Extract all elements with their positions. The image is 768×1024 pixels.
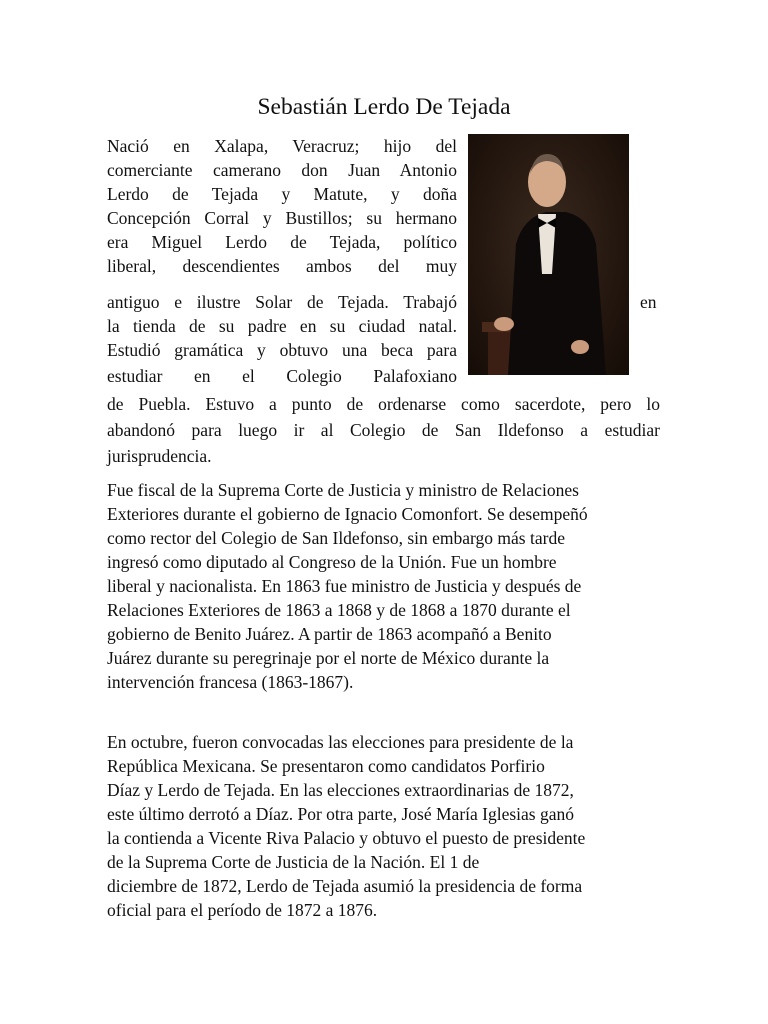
portrait-left-hand xyxy=(494,317,514,331)
portrait-image xyxy=(468,134,629,375)
paragraph-2-line: Fue fiscal de la Suprema Corte de Justicia y ministro de Relaciones xyxy=(107,480,579,500)
paragraph-3-line: de la Suprema Corte de Justicia de la Nación. El 1 de xyxy=(107,852,480,872)
paragraph-1-line: Estudió gramática y obtuvo una beca para xyxy=(107,340,457,360)
paragraph-2-line: como rector del Colegio de San Ildefonso, sin embargo más tarde xyxy=(107,528,565,548)
paragraph-3-line: la contienda a Vicente Riva Palacio y obtuvo el puesto de presidente xyxy=(107,828,586,848)
paragraph-3-line: Díaz y Lerdo de Tejada. En las elecciones extraordinarias de 1872, xyxy=(107,780,574,800)
paragraph-3-line: oficial para el período de 1872 a 1876. xyxy=(107,900,378,920)
paragraph-1-line: de Puebla. Estuvo a punto de ordenarse como sacerdote, pero lo xyxy=(107,394,660,414)
paragraph-2-line: Relaciones Exteriores de 1863 a 1868 y de 1868 a 1870 durante el xyxy=(107,600,571,620)
paragraph-3-line: En octubre, fueron convocadas las elecciones para presidente de la xyxy=(107,732,574,752)
paragraph-3-line: República Mexicana. Se presentaron como candidatos Porfirio xyxy=(107,756,545,776)
paragraph-3-line: este último derrotó a Díaz. Por otra parte, José María Iglesias ganó xyxy=(107,804,575,824)
paragraph-1-line: liberal, descendientes ambos del muy xyxy=(107,256,457,276)
portrait-illustration xyxy=(468,134,629,375)
paragraph-1-line: la tienda de su padre en su ciudad natal. xyxy=(107,316,457,336)
paragraph-1-line: Lerdo de Tejada y Matute, y doña xyxy=(107,184,457,204)
paragraph-1-line: Nació en Xalapa, Veracruz; hijo del xyxy=(107,136,457,156)
paragraph-1-line: Concepción Corral y Bustillos; su hermano xyxy=(107,208,457,228)
portrait-suit xyxy=(508,212,606,375)
paragraph-1-line: era Miguel Lerdo de Tejada, político xyxy=(107,232,457,252)
paragraph-1-line: abandonó para luego ir al Colegio de San Ildefonso a estudiar xyxy=(107,420,660,440)
page-title: Sebastián Lerdo De Tejada xyxy=(257,94,511,120)
paragraph-2-line: intervención francesa (1863-1867). xyxy=(107,672,354,692)
paragraph-1-trailing-word: en xyxy=(640,292,657,312)
paragraph-2-line: Juárez durante su peregrinaje por el norte de México durante la xyxy=(107,648,550,668)
paragraph-1-line: estudiar en el Colegio Palafoxiano xyxy=(107,366,457,386)
paragraph-1-line: comerciante camerano don Juan Antonio xyxy=(107,160,457,180)
paragraph-2-line: Exteriores durante el gobierno de Ignacio Comonfort. Se desempeñó xyxy=(107,504,588,524)
portrait-right-hand xyxy=(571,340,589,354)
paragraph-1-line: jurisprudencia. xyxy=(107,446,212,466)
paragraph-2-line: gobierno de Benito Juárez. A partir de 1863 acompañó a Benito xyxy=(107,624,552,644)
paragraph-2-line: ingresó como diputado al Congreso de la Unión. Fue un hombre xyxy=(107,552,557,572)
paragraph-1-line: antiguo e ilustre Solar de Tejada. Trabajó xyxy=(107,292,457,312)
paragraph-3-line: diciembre de 1872, Lerdo de Tejada asumió la presidencia de forma xyxy=(107,876,583,896)
paragraph-2-line: liberal y nacionalista. En 1863 fue ministro de Justicia y después de xyxy=(107,576,582,596)
